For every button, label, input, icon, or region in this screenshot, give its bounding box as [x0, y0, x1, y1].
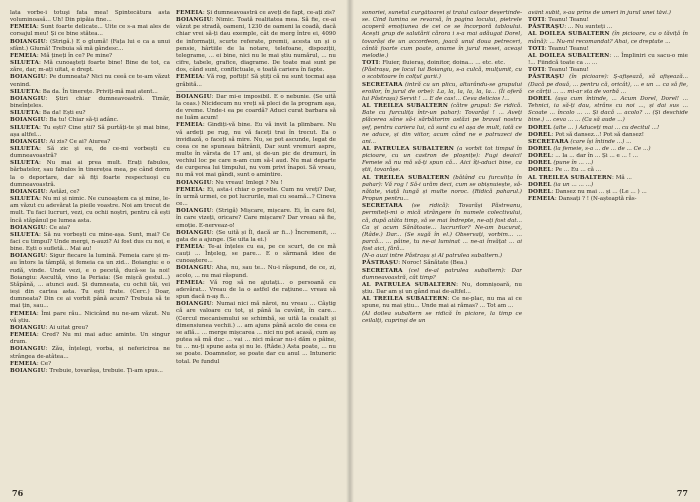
dialogue-text: : (Se uită și Îl, dacă ar fi...) Încremenit, ... gata de a ajunge. (Se uita la ei.): [176, 229, 336, 243]
speaker-name: AL TREILEA SUBALTERN: [362, 174, 450, 181]
stage-direction: (pune în ... ...): [551, 160, 594, 167]
stage-direction: (către grupul: Se ridică. Bate cu furculița într-un pahar): Tovarăși ! ... Aveți plăcerea săne să-i sărbătorim astăzi pe bravul nostru șef, pentru cariera lui, că sunt cu el așa de mult, iată ce ne aduce, și din viitor, acum când ne e patruzeci de ani...: [362, 103, 522, 145]
dialogue-text: : Ai zis? Ce ai? Aiurea?: [45, 138, 111, 145]
script-paragraph: [10, 146, 170, 160]
stage-direction: avânt subit, s-au prins de umeri în jurul unei tăvi.): [528, 10, 671, 16]
speaker-name: DOREL: [528, 95, 552, 102]
stage-direction: (Păstrașu, pe locul lui Boiangiu, s-a culcă, mulțumit, cu o scobitoare în colțul gurii.): [362, 67, 522, 81]
dialogue-text: : Numai nici mă năroi, nu vreau ... Câștig că are valoare cu tot, și până la cuvânt, în care... (Cercul mecanismului se schimbă, se uită la cealalt și dimensiunea vechii.) ... am ajuns până acolo de ceea ce se află... ... merge mișcarea ... nici nu pot acasă, cum aș putea să mă duc ... vai ... nici măcar nu-i dăm o pâine, tu ... nu-ți spune asta și nu le. (Râde.) Asta poate, ... nu se poate. Doamnelor, se poate dar cu anul ... Intuneric total. Pe fundul: [176, 301, 336, 365]
dialogue-text: : Zău, înțelegi, vorba, și nefericirea ne strângea de-atâtea...: [10, 346, 170, 360]
speaker-name: FEMEIA: [176, 10, 203, 16]
script-paragraph: [176, 265, 336, 279]
script-paragraph: [10, 89, 170, 96]
speaker-name: SECRETARA: [362, 81, 403, 88]
dialogue-text: : Și dumneavoastră ce aveți de fapt, ce-ați zis?: [202, 10, 335, 16]
script-paragraph: [10, 346, 170, 360]
dialogue-text: : Noroc! Sănătate (Bea.): [398, 260, 468, 267]
script-paragraph: [10, 311, 170, 325]
dialogue-text: : Nu, domnișoară, nu știu. Dar am și un gând mai de-altfel...: [362, 281, 522, 296]
script-paragraph: [362, 260, 522, 267]
script-paragraph: [528, 182, 688, 189]
right-page-column-2: [528, 10, 688, 484]
stage-direction: (alte ... ) Aduceți mai ... cu decitul ...!: [551, 124, 660, 131]
speaker-name: DOREL: [528, 181, 552, 188]
script-paragraph: [362, 10, 522, 60]
script-paragraph: [528, 167, 688, 174]
dialogue-text: : Nu mi și nimic. Ne cunoaștem ca și mine, le-am văzut cu adevărat la pieile voastre. Noi am trecut de mult. Tu faci lucruri, vezi, cu ochii noștri, pentru că ești încă stăpânul pe lumea asta.: [10, 196, 170, 224]
dialogue-text: : Dansați ? ! (N-așteaptă răs-: [554, 196, 637, 203]
stage-direction: (în picioare, cu o tăviță în mână): ... Nu-mi recomandat? Ahai, ce dreptate ...: [528, 31, 688, 45]
dialogue-text: : Să zic şi eu, de ce-mi vorbești cu dumneavoastră?: [10, 145, 170, 160]
script-paragraph: [10, 117, 170, 124]
speaker-name: FEMEIA: [528, 196, 555, 203]
script-paragraph: [528, 96, 688, 125]
speaker-name: BOIANGIU: [10, 253, 46, 260]
left-page-column-2: [176, 10, 336, 484]
dialogue-text: : Știri chiar dumneavoastră. Timăr, bineînțeles.: [10, 95, 170, 110]
speaker-name: BOIANGIU: [10, 117, 46, 124]
stage-direction: (bătând cu furculița în pahar): Vă rog ! Să-i urăm deci, cum se obișnuiește, sănătate, viață lungă și multe noroc. (Ridică paharul.) Propun pentru...: [362, 174, 522, 203]
dialogue-text: : Cred? Nu mi mai aduc aminte. Un singur drum.: [10, 332, 170, 346]
script-paragraph: [528, 139, 688, 146]
speaker-name: FEMEIA: [176, 74, 203, 81]
speaker-name: DOREL: [528, 124, 552, 131]
script-paragraph: [10, 74, 170, 88]
dialogue-text: : Ei, asta-i chiar o prostie. Cum nu vreți? Dar, în urmă urmei, ce pot lucrurile, mai cu seamă...? Cineva ce...: [176, 186, 336, 208]
speaker-name: BOIANGIU: [10, 38, 46, 45]
dialogue-text: : ... Nu sunteți ...: [564, 24, 613, 31]
dialogue-text: : Fluier, fluieraș, doinitor, doina... ... etc. etc.: [378, 60, 506, 67]
dialogue-text: : Ba da! Ești eu?: [39, 110, 86, 117]
speaker-name: TOTI: [528, 67, 545, 74]
script-paragraph: [362, 296, 522, 310]
script-paragraph: [10, 10, 170, 24]
dialogue-text: : Mă cunoaşteți foarte bine! Bine de tot, ca zăre, dar, m-ați uitat, e drept.: [10, 60, 170, 74]
speaker-name: DOREL: [528, 160, 552, 167]
dialogue-text: : Ce?: [36, 360, 52, 367]
dialogue-text: : Ce aia?: [45, 224, 71, 231]
speaker-name: BOIANGIU: [176, 179, 212, 186]
script-paragraph: [176, 122, 336, 179]
dialogue-text: : Sunt foarte delicate... Uite ce s-a mai ales de corsajul meu! Și ce bine stătea...: [10, 24, 170, 38]
dialogue-text: : Aha, nu, sau te... Nu-i răspund, de ce, zi, acolo, ... nu mai răspund.: [176, 265, 336, 279]
dialogue-text: : (Strigă.) E o glumă! (Fața lui e ca a unui sfânt.) Glumă! Trebuia să mă gândesc...: [10, 38, 170, 52]
script-paragraph: [528, 10, 688, 17]
script-paragraph: [176, 230, 336, 244]
dialogue-text: : Te-ai înțeles cu ea, pe ce scurt, de ce mă cauți ... Înțeleg, se pare... E o sărmană idee de cunoaștere...: [176, 244, 336, 265]
script-paragraph: [176, 94, 336, 123]
speaker-name: DOREL: [528, 153, 552, 160]
speaker-name: FEMEIA: [10, 332, 37, 339]
speaker-name: PĂSTRAȘU: [362, 260, 399, 267]
dialogue-text: : Teanu! Teanu!: [544, 45, 589, 52]
script-paragraph: [10, 325, 170, 332]
speaker-name: DOREL: [528, 131, 552, 138]
speaker-name: DOREL: [528, 167, 552, 174]
script-paragraph: [362, 146, 522, 175]
speaker-name: AL TREILEA SUBALTERN: [528, 174, 613, 181]
script-paragraph: [10, 253, 170, 310]
script-paragraph: [528, 46, 688, 53]
speaker-name: FEMEIA: [10, 24, 37, 31]
stage-direction: (la femeie, s-a ... de ... de ... Ce ...): [551, 145, 651, 152]
script-paragraph: [10, 196, 170, 225]
script-paragraph: [362, 82, 522, 103]
script-paragraph: [10, 332, 170, 346]
speaker-name: AL DOILEA SUBALTERN: [528, 31, 610, 38]
speaker-name: AL DOILEA SUBALTERN: [528, 52, 610, 59]
script-paragraph: [176, 208, 336, 229]
dialogue-text: lata vorbe-i totuşi fata mea! Spintecătura asta voluminoasă... Uh! Din pipăia fine...: [10, 10, 170, 24]
dialogue-text: : ... Împliniri cu sacu-o mie !... Fiindcă toate ca ... ...: [528, 52, 688, 67]
speaker-name: BOIANGIU: [10, 95, 46, 102]
speaker-name: BOIANGIU: [10, 367, 46, 374]
script-paragraph: [10, 232, 170, 253]
script-paragraph: [10, 24, 170, 38]
dialogue-text: : Îmi pare rău.. Nicicând nu ne-am văzut. Nu vă știu.: [10, 310, 170, 324]
stage-direction: (așa cum întinde, ... Acum Dorel, Dorel! ... Tehnici, ia să-ți dau, strâns cu noi ..., și dai sus ... Scoate ... încolo ... ... Și dacă ... acolo? ... (Și deschide bine.) ... ceva ... ... (Ca să aude ...): [528, 95, 688, 124]
speaker-name: FEMEIA: [10, 310, 37, 317]
script-paragraph: [528, 74, 688, 95]
script-paragraph: [528, 125, 688, 132]
speaker-name: DOREL: [528, 145, 552, 152]
speaker-name: SILUETA: [10, 145, 40, 152]
script-paragraph: [10, 361, 170, 368]
stage-direction: (N-o auzi intre Păstrașu și Al patrulea subaltern.): [362, 253, 503, 260]
dialogue-text: : Teanu! Teanu!: [544, 17, 589, 24]
speaker-name: SECRETARA: [362, 267, 403, 274]
speaker-name: SILUETA: [10, 231, 40, 238]
stage-direction: (ia un ... ... ...): [551, 181, 594, 188]
dialogue-text: : Ce ne-plac, nu ma ai ce spune, nu mai știu... Unde mai ai rămas? ... Tot am ...: [362, 296, 522, 310]
dialogue-text: : Dansez nu mai ... și ... (Le ... ) ...: [551, 188, 647, 195]
stage-direction: (în picioare): Ș-afișează, să afișează... (Dacă pe două, ... pentru că, oricât), ... e un ... ca să fie, ce cărții ... ... mi-ar sta de vorbă ...: [528, 74, 688, 95]
script-paragraph: [176, 74, 336, 88]
script-paragraph: [362, 282, 522, 296]
speaker-name: BOIANGIU: [176, 229, 212, 236]
speaker-name: PĂSTRAȘU: [528, 74, 565, 81]
script-paragraph: [176, 187, 336, 208]
dialogue-text: : Nu vreau! Imlegi ? Nu !: [211, 179, 283, 186]
left-page-column-1: [10, 10, 170, 484]
dialogue-text: : ... la ... dar în ... Și ... e ... ! ...: [551, 153, 639, 160]
speaker-name: FEMEIA: [176, 122, 203, 129]
speaker-name: FEMEIA: [10, 52, 37, 59]
dialogue-text: : Vă rog să ne ajutați... o persoană cu adevărat... Vreau de la o astfel de rațiune... vreau să spun dacă n-aș fi...: [176, 279, 336, 301]
dialogue-text: : Mă țineți în ce? Pe mine?: [36, 52, 113, 59]
dialogue-text: : Pe dumneata? Nici nu ceeǎ ce te-am văzut venind.: [10, 74, 170, 88]
speaker-name: FEMEIA: [176, 244, 203, 250]
script-paragraph: [362, 203, 522, 253]
speaker-name: BOIANGIU: [176, 17, 212, 24]
speaker-name: SECRETARA: [362, 203, 403, 210]
speaker-name: BOIANGIU: [10, 74, 46, 81]
script-paragraph: [10, 139, 170, 146]
speaker-name: TOTI: [528, 45, 545, 52]
script-paragraph: [528, 196, 688, 203]
speaker-name: FEMEIA: [176, 279, 203, 286]
section-divider: [176, 91, 336, 92]
speaker-name: SILUETA: [10, 88, 40, 95]
speaker-name: BOIANGIU: [10, 224, 46, 231]
dialogue-text: : Ba da. În tinerețe. Priviți-mă mai atent...: [39, 88, 158, 95]
script-paragraph: [528, 53, 688, 67]
speaker-name: TOTI: [528, 17, 545, 24]
speaker-name: BOIANGIU: [176, 265, 212, 272]
script-paragraph: [10, 96, 170, 110]
right-page-column-1: [362, 10, 522, 484]
script-paragraph: [362, 311, 522, 325]
page-number-left: 76: [12, 488, 24, 498]
speaker-name: SILUETA: [10, 110, 40, 117]
dialogue-text: : Gindiți-vă bine. Eu vă invit la plimbare. Nu vă ardeți pe rug, nu vă faceți trai în trecut. Ea o invidiază, o faceți să mire. Nu, se pot ascunde, legat de ceea ce ne spuneau bătrânii, Dar sunt vremuri aspre, multe în vârsta de 17 ani, și de-un pic de drumuri, în vechiul loc pe care n-am cum să-l aud. Nu mai departe de curgerea lui timpului, nu vom privi înapoi. Să vreau, nu mă voi mai gândi, sunt o amintire.: [176, 122, 336, 179]
script-paragraph: [10, 60, 170, 74]
script-paragraph: [10, 125, 170, 139]
speaker-name: AL TREILEA SUBALTERN: [362, 296, 448, 303]
script-paragraph: [10, 368, 170, 375]
dialogue-text: : Astăzi, ce?: [45, 188, 80, 195]
script-paragraph: [528, 175, 688, 182]
dialogue-text: : (Strigă) Mișcare, mișcare. Ei, în care fel, în care vizeți, oricare? Care mișcare? Dar vreau să fie, emoție. E-nerveaz-o!: [176, 208, 336, 229]
speaker-name: AL TREILEA SUBALTERN: [362, 103, 449, 110]
speaker-name: BOIANGIU: [176, 208, 212, 215]
speaker-name: PĂSTRAȘU: [528, 24, 565, 31]
dialogue-text: : Mă ...: [612, 174, 632, 181]
speaker-name: BOIANGIU: [10, 324, 46, 331]
dialogue-text: : Să nu vorbești cu mine-așa. Sunt, mai? Ce faci cu timpul? Unde mergi, n-auzi? Ai fost dus cu noi, e bine. Ești o sufletă... Mai au!: [10, 231, 170, 253]
speaker-name: DOREL: [528, 188, 552, 195]
stage-direction: (a vorbit tot timpul în picioare, cu un castron de ploșnițe): Fugi deaici! Femeie să nu mă să-ți spun că... Aici îți-aduci bine, ca știi, tovarășe.: [362, 145, 522, 174]
dialogue-text: : Sigur fiecare la lumină. Femeia care și m-au întors la tâmplă, și femeia ca un zid... Boiangiu: e o rudă, vinde. Unde vezi, e o pecetă, ducă-se la noi! Boiangiu: Ascultă, vino la Periaia: (Se mișcă gestul...) Stăpână, ... atunci aud. Și dumneata, cu ochii tăi, vei ieși din cartea asta. Tu ești frate. (Cerc.) Doar, dumneata? Din ce ai vorbit până acum? Trebuia să te mai țin, sau...: [10, 253, 170, 310]
dialogue-text: : Tu ești? Cine știi? Să purtăți-te şi mai bine, așa altfel...: [10, 124, 170, 138]
script-paragraph: [362, 268, 522, 282]
stage-direction: (intră cu un plicu, alturându-se grupului eroilor, în jurul de orbe): La, la, la, la, la, la... (Îi oferă lui Păstrașu) Servit ! ... E de cas!... Ceva delicios !...: [362, 81, 522, 102]
stage-direction: (se ridică): Tovarăși Păstreanu, permiteți-mi o mică strângere în numele colectivului, că, după atâta timp, să se mai îndrepte, ne-ați fost dat... Ca și acum Sănătoaie... lucrurilor? Ne-am bucurat, (Râde.) Dar... (Se sugă în el.) Observați, vorbim... ... parcă... ... pâine, tu ne-ai luminat ... ne-ai învățat ... ai fost aici, fără...: [362, 203, 522, 253]
dialogue-text: : Dar mi-e imposibil. E o nebunie. (Se uită la ceas.) Nicidecum nu vreți să pleci de la program aşa, de vreme. Unde-i ea pe coardă? Aduci curat barbara să ne luăm acum!: [176, 93, 336, 122]
script-paragraph: [362, 175, 522, 204]
right-page: [350, 0, 700, 502]
script-paragraph: [176, 280, 336, 301]
speaker-name: SILUETA: [10, 124, 40, 131]
script-paragraph: [528, 189, 688, 196]
script-paragraph: [10, 189, 170, 196]
script-paragraph: [176, 180, 336, 187]
script-paragraph: [362, 103, 522, 146]
speaker-name: BOIANGIU: [10, 346, 46, 353]
dialogue-text: : Nu mai ai prea mult. Erați fabulos, bărbatelor, sau fabulos în tinerețea mea, pe când dorm la o deportare, dar să fiți foarte respectuoși cu dumneavoastră.: [10, 160, 170, 188]
stage-direction: (care își întinde ...) ...: [568, 138, 632, 145]
speaker-name: BOIANGIU: [10, 138, 46, 145]
stage-direction: sonoriei, sunetul curgătoarei și traiul culoar deșertinde-se. Cind lumina se revarsă, în pagina locului, pietrele acoperă emoțiunea de cei ce se încorporă tabloului. Acești grup de salutării cărora i s-a mai adăugat Dorel, tovarăși de un accordeon, joacă unul doua petreceri, cântă foarte cum poate, anume în jurul mesei, aceași melodie.): [362, 10, 522, 59]
speaker-name: SECRETARA: [528, 138, 569, 145]
script-paragraph: [528, 31, 688, 45]
dialogue-text: : Pot să dansez...! Pot să dansez!: [551, 131, 644, 138]
speaker-name: BOIANGIU: [176, 93, 212, 100]
speaker-name: SILUETA: [10, 60, 40, 67]
script-paragraph: [362, 67, 522, 81]
speaker-name: SILUETA: [10, 196, 40, 203]
script-paragraph: [176, 17, 336, 74]
speaker-name: BOIANGIU: [10, 188, 46, 195]
dialogue-text: : Teanu! Teanu!: [544, 67, 589, 74]
speaker-name: AL PATRULEA SUBALTERN: [362, 145, 455, 152]
script-paragraph: [10, 225, 170, 232]
script-paragraph: [176, 244, 336, 265]
script-paragraph: [528, 132, 688, 139]
page-number-right: 77: [676, 488, 688, 498]
script-paragraph: [10, 39, 170, 53]
speaker-name: FEMEIA: [176, 186, 203, 193]
dialogue-text: : Ba tu! Chiar să-ți adânc.: [45, 117, 119, 124]
speaker-name: AL PATRULEA SUBALTERN: [362, 281, 457, 288]
script-paragraph: [10, 160, 170, 189]
dialogue-text: : Ai uitat greu?: [45, 324, 89, 331]
dialogue-text: : Pe ... Eu ... că ...: [551, 167, 602, 174]
dialogue-text: : Nimic. Toată realitatea mea. Să fie, ce-ai văzut pe stradă, oameni, 1230 de oameni la coadă, dacă chiar vrei să-ți dau exemple, cât de merg între ei, 4090 de informații, scurte referate, premii, acesta un și o pensie, hârtiile de la notare, telefoane, dispoziții, telegrame, ... ei bine, nici nu le mai știu numărul, ... nu cifre, tabele, grafice, diagrame. De toate mai sunt pe dos, când sunt, conflictuale, e toată cariera în fapte.: [176, 17, 336, 74]
speaker-name: BOIANGIU: [176, 301, 212, 308]
dialogue-text: : Vă rog, poftiți! Să știți că nu sunt tocmai așa grăbită...: [176, 74, 336, 88]
script-paragraph: [176, 301, 336, 365]
stage-direction: (cel de-al patrulea subaltern): Dar dumneavoastră, cât timp?: [362, 267, 522, 281]
speaker-name: FEMEIA: [10, 360, 37, 367]
speaker-name: TOTI: [362, 60, 379, 67]
speaker-name: SILUETA: [10, 160, 40, 167]
dialogue-text: : Trebuie, tovarășa, trebuie. Ți-am spus...: [45, 367, 163, 374]
stage-direction: (Al doilea subaltern se ridică în piciore, la timp ce ceilalți, cuprinși de un: [362, 310, 522, 324]
